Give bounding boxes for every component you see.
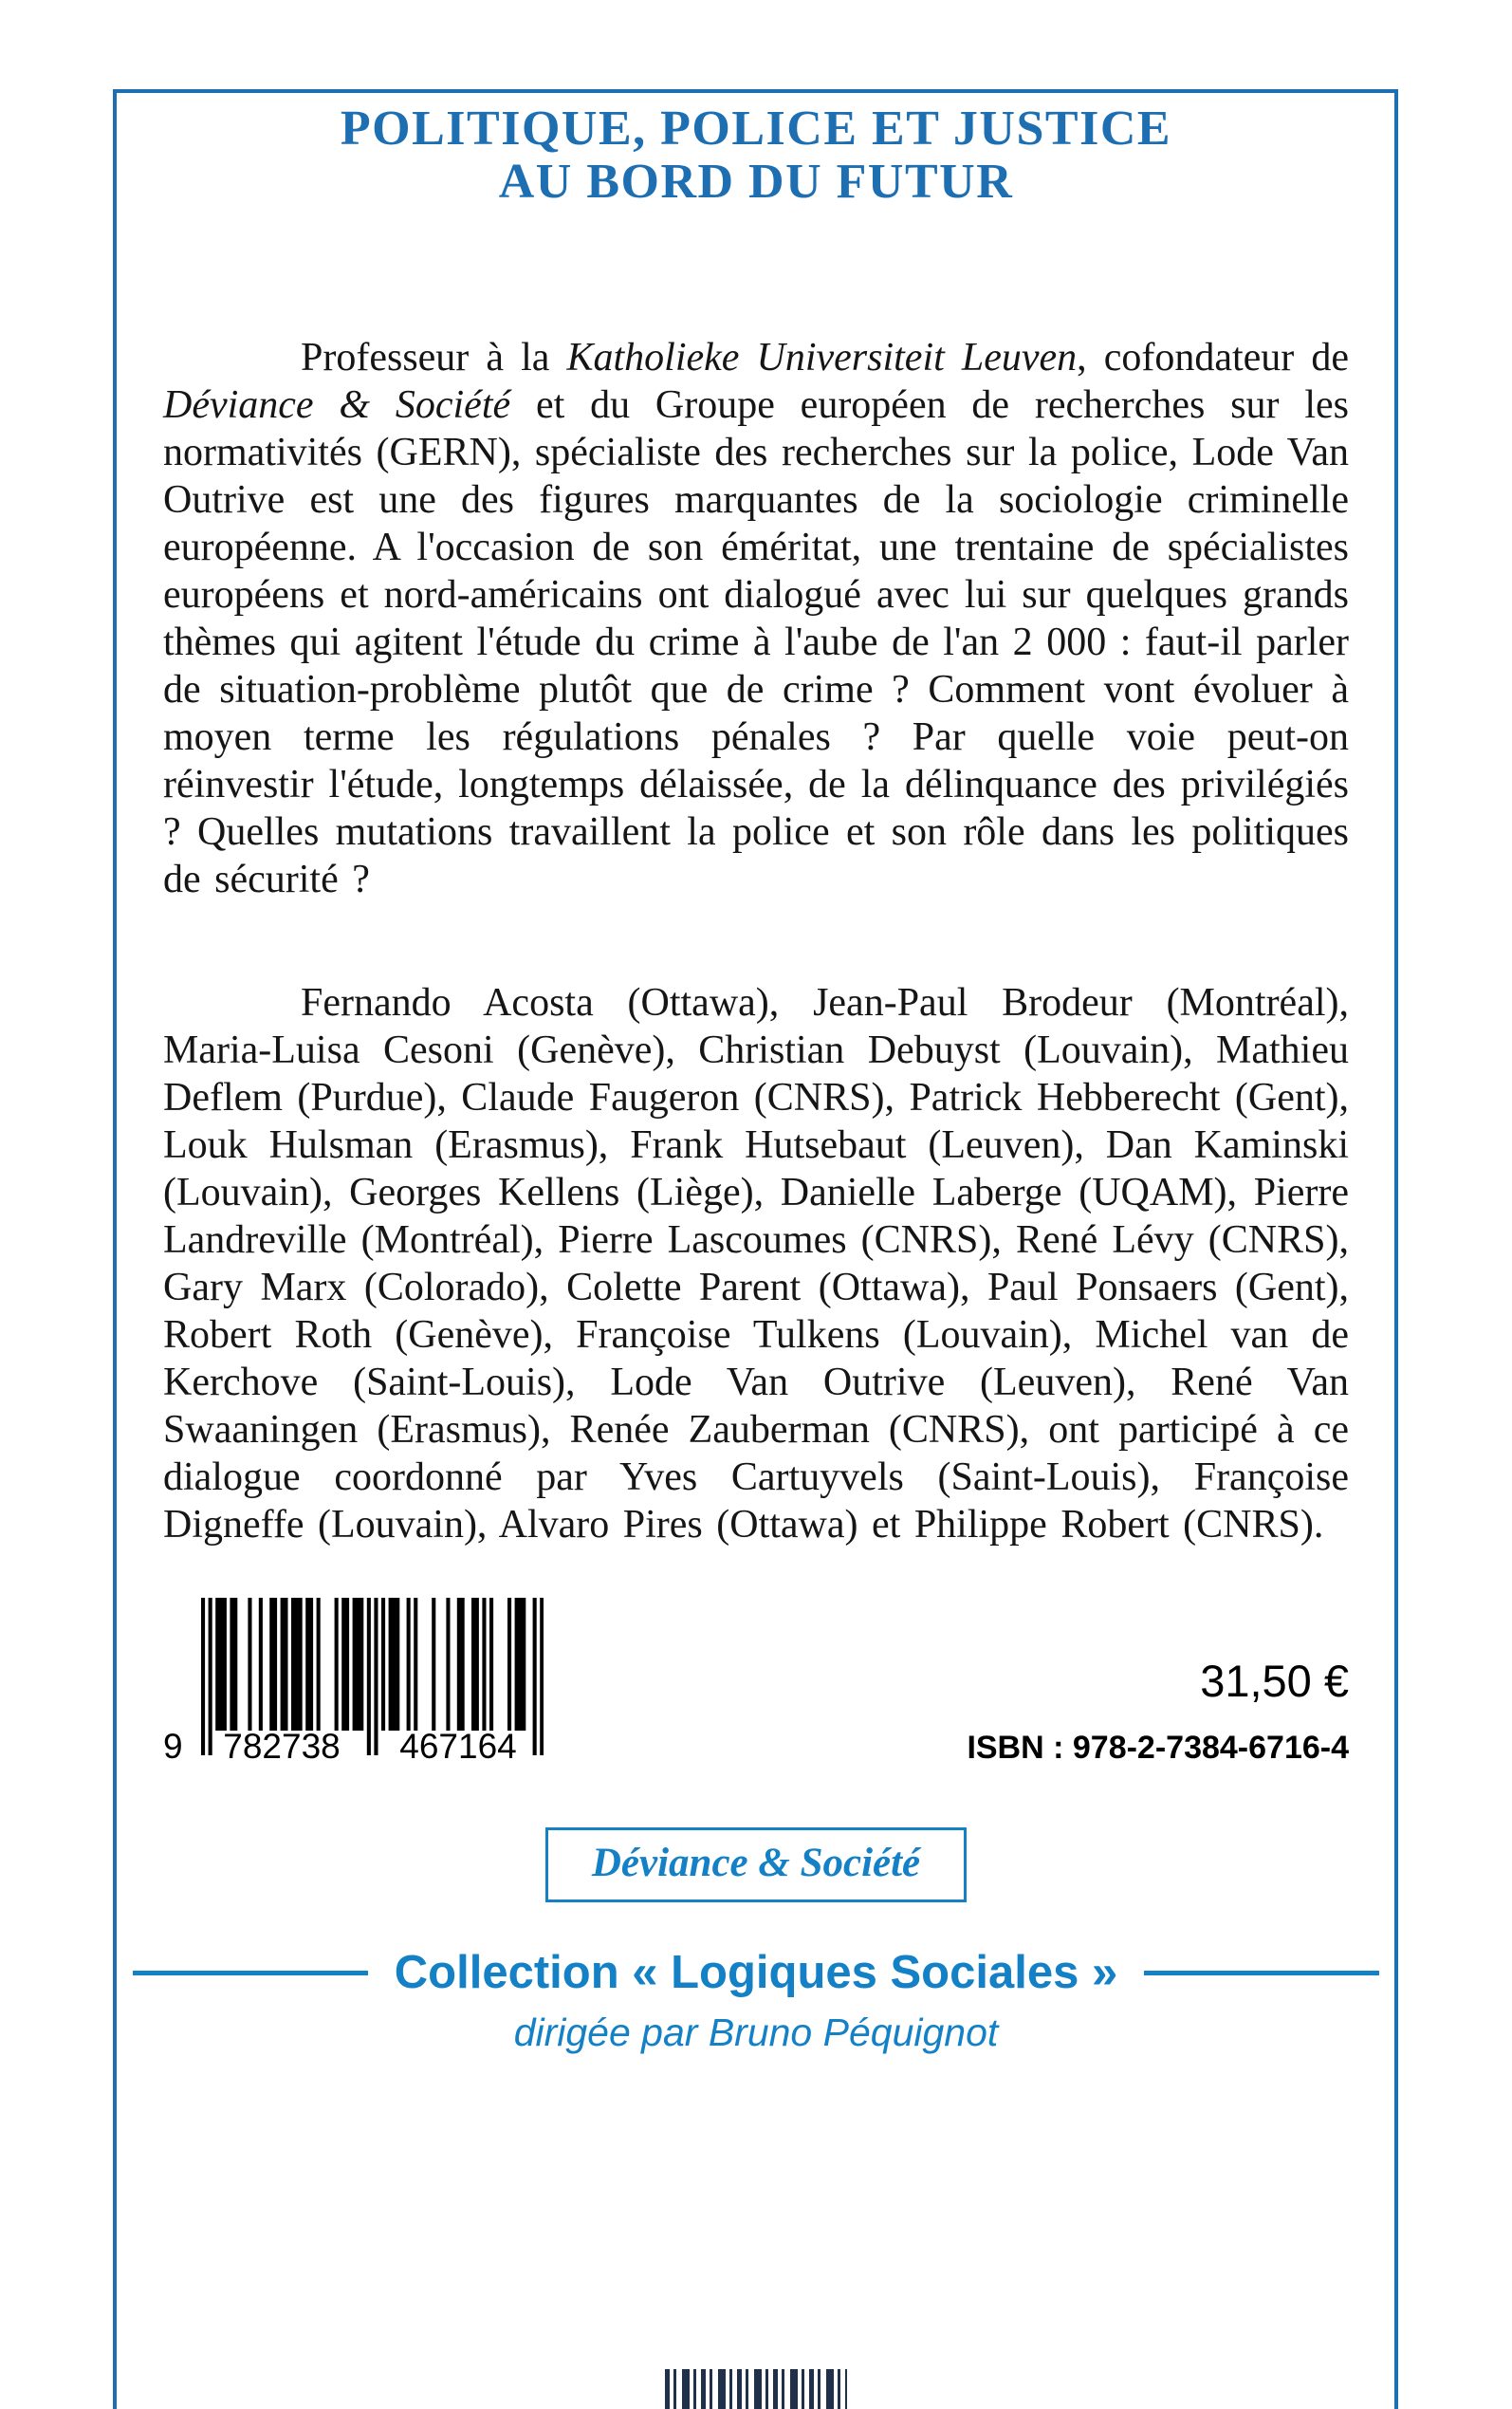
collection-title: Collection « Logiques Sociales » [394,1947,1118,1998]
price-label: 31,50 € [1200,1656,1349,1706]
book-title-line1: POLITIQUE, POLICE ET JUSTICE [340,102,1172,156]
book-title-line2: AU BORD DU FUTUR [498,155,1014,209]
collection-row [133,1946,1379,1999]
price-block [967,1655,1349,1767]
barcode-center-gap [359,1727,381,1767]
collection-director: dirigée par Bruno Péquignot [513,2011,999,2054]
barcode-right-digits: 467164 [399,1727,517,1766]
isbn-label: ISBN : 978-2-7384-6716-4 [967,1730,1349,1766]
series-row [163,1827,1349,1902]
barcode-lead-digit: 9 [163,1727,183,1766]
barcode-left-digits: 782738 [223,1727,341,1766]
collection-rule-left [133,1971,368,1975]
collection-rule-right [1144,1971,1379,1975]
contributors-paragraph: Fernando Acosta (Ottawa), Jean-Paul Brodeur (Montréal), Maria-Luisa Cesoni (Genève), Christian Debuyst (Louvain), Mathieu Deflem (Purdue), Claude Faugeron (CNRS), Patrick Hebberecht (Gent), Louk Hulsman (Erasmus), Frank Hutsebaut (Leuven), Dan Kaminski (Louvain), Georges Kellens (Liège), Danielle Laberge (UQAM), Pierre Landreville (Montréal), Pierre Lascoumes (CNRS), René Lévy (CNRS), Gary Marx (Colorado), Colette Parent (Ottawa), Paul Ponsaers (Gent), Robert Roth (Genève), Françoise Tulkens (Louvain), Michel van de Kerchove (Saint-Louis), Lode Van Outrive (Leuven), René Van Swaaningen (Erasmus), Renée Zauberman (CNRS), ont participé à ce dialogue coordonné par Yves Cartuyvels (Saint-Louis), Françoise Digneffe (Louvain), Alvaro Pires (Ottawa) et Philippe Robert (CNRS). [163,981,1349,1547]
series-badge [545,1827,967,1902]
series-label: Déviance & Société [591,1841,921,1885]
bottom-mini-barcode [665,2369,847,2409]
book-title [163,102,1349,209]
cover-content [163,89,1349,2055]
ean-barcode [163,1598,544,1774]
description-paragraph: Professeur à la Katholieke Universiteit Leuven, cofondateur de Déviance & Société et du Groupe européen de recherches sur les normativités (GERN), spécialiste des recherches sur la police, Lode Van Outrive est une des figures marquantes de la sociologie criminelle européenne. A l'occasion de son éméritat, une trentaine de spécialistes européens et nord-américains ont dialogué avec lui sur quelques grands thèmes qui agitent l'étude du crime à l'aube de l'an 2 000 : faut-il parler de situation-problème plutôt que de crime ? Comment vont évoluer à moyen terme les régulations pénales ? Par quelle voie peut-on réinvestir l'étude, longtemps délaissée, de la délinquance des privilégiés ? Quelles mutations travaillent la police et son rôle dans les politiques de sécurité ? [163,336,1349,901]
pricing-row [163,1598,1349,1774]
barcode-digits [163,1727,544,1767]
